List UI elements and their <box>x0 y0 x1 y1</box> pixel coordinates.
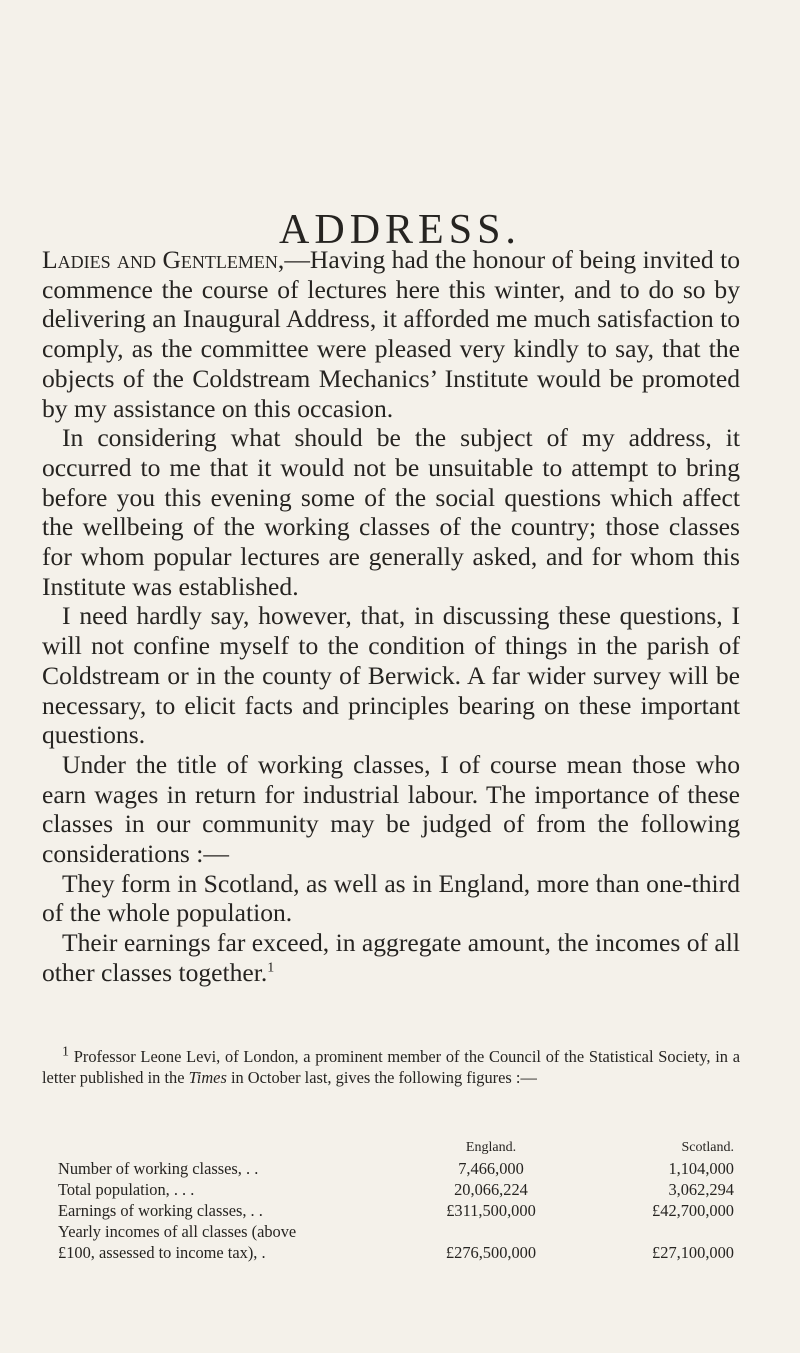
footnote <box>42 1046 740 1088</box>
scotland-value: £27,100,000 <box>652 1242 734 1262</box>
england-value: 20,066,224 <box>454 1179 528 1199</box>
paragraph-1 <box>42 245 740 423</box>
salutation: Ladies and Gentlemen, <box>42 245 285 274</box>
paragraph-text: —Having had the honour of being invited to commence the course of lectures here this winter, and to do so by delivering an Inaugural Address, it afforded me much satisfaction to comply, as the committee were pleased very kindly to say, that the objects of the Coldstream Mechanics’ Institute would be promoted by my assistance on this occasion. <box>42 245 740 423</box>
paragraph-text: They form in Scotland, as well as in England, more than one-third of the whole population. <box>42 868 740 928</box>
paragraph-3 <box>42 601 740 750</box>
row-label: Earnings of working classes, . . <box>58 1200 263 1220</box>
scotland-value: 1,104,000 <box>668 1158 734 1178</box>
england-value: 7,466,000 <box>458 1158 524 1178</box>
table-row <box>58 1221 734 1242</box>
row-label: Number of working classes, . . <box>58 1158 259 1178</box>
table-header-row <box>58 1137 734 1158</box>
row-label: £100, assessed to income tax), . <box>58 1242 266 1262</box>
footnote-newspaper: Times <box>188 1068 227 1087</box>
table-row <box>58 1242 734 1263</box>
body-text <box>42 245 740 988</box>
england-value: £311,500,000 <box>446 1200 536 1220</box>
paragraph-2 <box>42 423 740 601</box>
paragraph-4 <box>42 750 740 869</box>
england-value <box>406 1221 576 1242</box>
paragraph-5 <box>42 869 740 928</box>
row-label: Total population, . . . <box>58 1179 195 1199</box>
figures-table <box>58 1137 734 1263</box>
table-row <box>58 1179 734 1200</box>
footnote-text <box>42 1046 740 1088</box>
paragraph-6 <box>42 928 740 987</box>
scotland-value <box>576 1221 734 1242</box>
footnote-marker: 1 <box>62 1044 69 1060</box>
paragraph-text: Their earnings far exceed, in aggregate amount, the incomes of all other classes together. <box>42 928 740 987</box>
paragraph-text: Under the title of working classes, I of course mean those who earn wages in return for industrial labour. The importance of these classes in our community may be judged of from the following considerations :— <box>42 749 740 869</box>
scotland-value: 3,062,294 <box>668 1179 734 1199</box>
footnote-text-post: in October last, gives the following figures :— <box>226 1068 537 1087</box>
table-row <box>58 1200 734 1221</box>
paragraph-text: I need hardly say, however, that, in discussing these questions, I will not confine myself to the condition of things in the parish of Coldstream or in the county of Berwick. A far wider survey will be necessary, to elicit facts and principles bearing on these important questions. <box>42 601 740 750</box>
column-header-scotland: Scotland. <box>681 1139 734 1155</box>
scotland-value: £42,700,000 <box>652 1200 734 1220</box>
england-value: £276,500,000 <box>445 1242 537 1262</box>
table-header-blank <box>58 1137 406 1158</box>
paragraph-text: In considering what should be the subject of my address, it occurred to me that it would not be unsuitable to attempt to bring before you this evening some of the social questions which affect the wellbeing of the working classes of the country; those classes for whom popular lectures are generally asked, and for whom this Institute was established. <box>42 423 740 601</box>
row-label: Yearly incomes of all classes (above <box>58 1221 297 1241</box>
column-header-england: England. <box>465 1139 517 1155</box>
footnote-reference: 1 <box>267 960 275 976</box>
page-title: ADDRESS. <box>279 207 521 254</box>
table-row <box>58 1158 734 1179</box>
footnote-text-pre: Professor Leone Levi, of London, a prominent member of the Council of the Statistical Society, in a letter published in the <box>42 1047 740 1087</box>
